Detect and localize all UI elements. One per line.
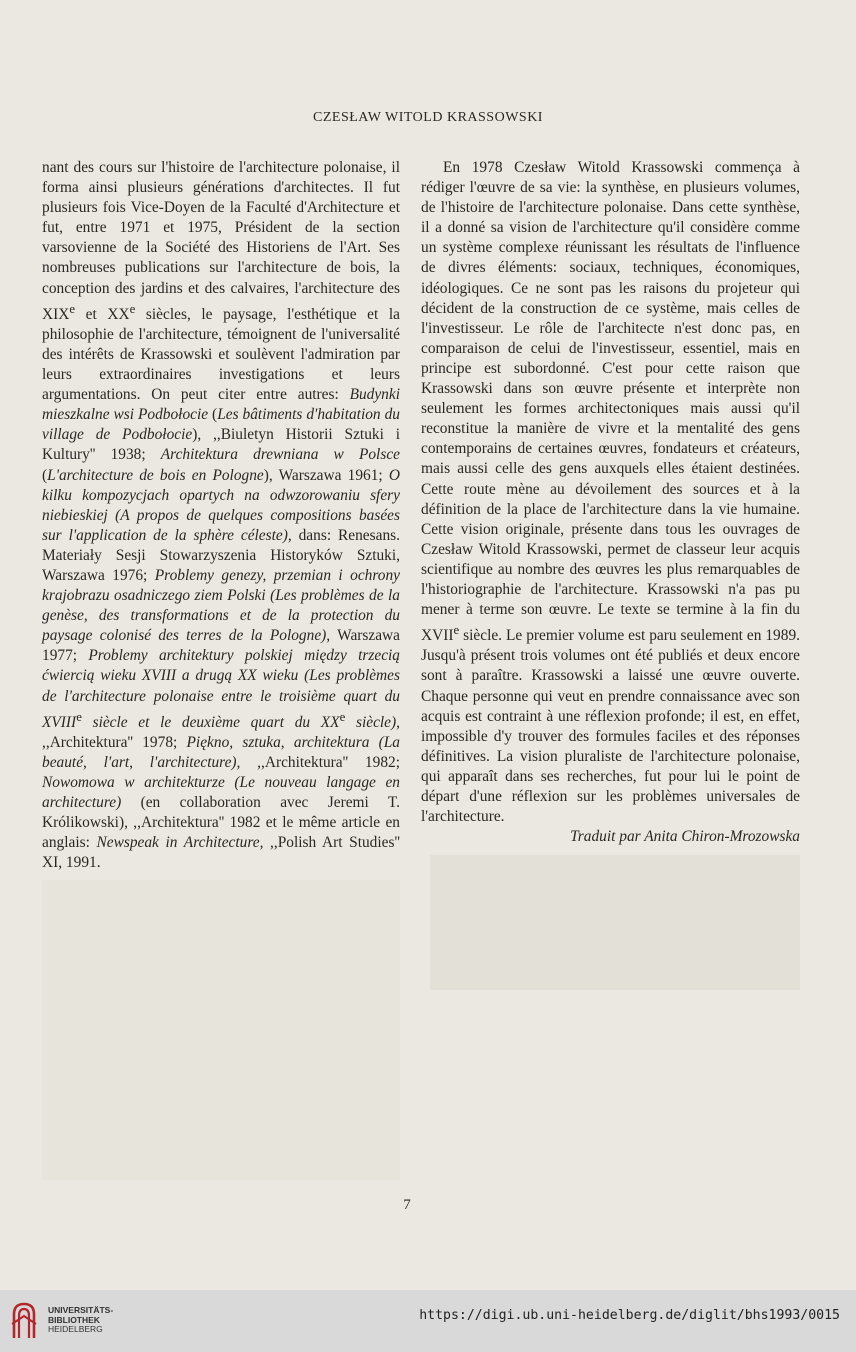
text-segment: (en collaboration avec Jeremi T. Królikowski), ,,Architektura'' 1982 et le même article en anglais:: [42, 794, 400, 852]
title-italic: siècle),: [345, 713, 400, 731]
viewer-footer: [0, 1290, 856, 1352]
library-name: [48, 1306, 113, 1335]
text-segment: Warszawa 1977;: [42, 627, 400, 665]
left-column: [42, 158, 400, 874]
title-italic: Architektura drewniana w Polsce: [160, 446, 400, 464]
title-italic: Newspeak in Architecture,: [96, 834, 264, 852]
superscript: e: [76, 709, 82, 724]
superscript: e: [129, 301, 136, 316]
title-italic: Piękno, sztuka, architektura (La beauté, l'art, l'architecture),: [42, 733, 400, 771]
superscript: e: [339, 709, 346, 724]
bleed-through-region: [430, 855, 800, 990]
title-italic: Budynki mieszkalne wsi Podbołocie: [42, 386, 400, 424]
left-column-text: [42, 158, 400, 874]
superscript: e: [69, 301, 76, 316]
title-italic: L'architecture de bois en Pologne: [47, 466, 264, 484]
title-italic: O kilku kompozycjach opartych na odwzorowaniu sfery niebieskiej (A propos de quelques compositions basées sur l'application de la sphère céleste),: [42, 466, 400, 544]
text-segment: siècles, le paysage, l'esthétique et la philosophie de l'architecture, témoignent de l'universalité des intérêts de Krassowski et soulèvent l'admiration par leurs extraordinaires investigations et leurs argumentations. On peut citer entre autres:: [42, 305, 400, 404]
title-italic: Les bâtiments d'habitation du village de Podbołocie: [42, 406, 400, 444]
text-segment: dans: Renesans. Materiały Sesji Stowarzyszenia Historyków Sztuki, Warszawa 1976;: [42, 526, 400, 584]
title-italic: siècle et le deuxième quart du XX: [81, 713, 340, 731]
translator-credit: Traduit par Anita Chiron-Mrozowska: [570, 828, 800, 846]
title-italic: Problemy genezy, przemian i ochrony krajobrazu osadniczego ziem Polski (Les problèmes de la genèse, des transformations et de la protection du paysage colonisé des terres de la Pologne),: [42, 567, 400, 645]
library-logo-icon[interactable]: [10, 1300, 38, 1340]
text-segment: ,,Architektura'' 1982;: [240, 753, 400, 771]
title-italic: Nowomowa w architekturze (Le nouveau langage en architecture): [42, 774, 400, 812]
running-header: CZESŁAW WITOLD KRASSOWSKI: [313, 110, 543, 125]
text-segment: (: [42, 466, 48, 484]
document-url-link[interactable]: https://digi.ub.uni-heidelberg.de/diglit/bhs1993/0015: [419, 1308, 840, 1323]
page-number: 7: [403, 1197, 411, 1213]
text-segment: siècle. Le premier volume est paru seulement en 1989. Jusqu'à présent trois volumes ont été publiés et deux encore sont à paraître. Krassowski a laissé une œuvre ouverte. Chaque personne qui veut en prendre connaissance avec son acquis est contraint à une réflexion profonde; il est, en effet, impossible d'y trouver des formules faciles et des réponses définitives. La vision pluraliste de l'architecture polonaise, qui apparaît dans ses recherches, fut pour lui le point de départ d'une réflexion sur les problèmes universales de l'architecture.: [421, 627, 800, 826]
text-segment: nant des cours sur l'histoire de l'architecture polonaise, il forma ainsi plusieurs générations d'architectes. Il fut plusieurs fois Vice-Doyen de la Faculté d'Architecture et fut, entre 1971 et 1975, Président de la section varsovienne de la Société des Historiens de l'Art. Ses nombreuses publications sur l'architecture de bois, la conception des jardins et des calvaires, l'architecture des XIX: [42, 159, 400, 323]
text-segment: ,,Architektura'' 1978;: [42, 733, 187, 751]
text-segment: ), Warszawa 1961;: [263, 466, 389, 484]
text-segment: ), ,,Biuletyn Historii Sztuki i Kultury'' 1938;: [42, 426, 400, 464]
library-line: BIBLIOTHEK: [48, 1314, 100, 1325]
text-segment: (: [208, 406, 218, 424]
text-segment: et XX: [75, 305, 130, 323]
bleed-through-region: [42, 880, 400, 1180]
text-segment: ,,Polish Art Studies'' XI, 1991.: [42, 834, 400, 872]
right-column: [421, 158, 800, 847]
superscript: e: [453, 623, 460, 638]
library-line: UNIVERSITÄTS-: [48, 1305, 114, 1315]
text-segment: En 1978 Czesław Witold Krassowski commença à rédiger l'œuvre de sa vie: la synthèse, en plusieurs volumes, de l'histoire de l'architecture polonaise. Dans cette synthèse, il a donné sa vision de l'architecture qu'il considère comme un système complexe réunissant les résultats de l'influence de divres éléments: sociaux, techniques, économiques, idéologiques. Ce ne sont pas les raisons du projeteur qui décident de la construction de ce système, mais celles de l'investisseur. Le rôle de l'architecte n'est donc pas, en comparaison de celui de l'investisseur, essentiel, mais en principe est subordonné. C'est pour cette raison que Krassowski dans son œuvre présente et interprète non seulement les formes architectoniques mais aussi qu'il reconstitue la manière de vivre et la mentalité des gens contemporains de certaines œuvres, fondateurs et créateurs, mais aussi celle des gens auxquels elles étaient destinées. Cette route mène au dévoilement des sources et à la définition de la place de l'architecture dans la vie humaine. Cette vision originale, présente dans tous les ouvrages de Czesław Witold Krassowski, permet de classeur leur acquis scientifique au nombre des œuvres les plus remarquables de l'historiographie de l'architecture. Krassowski n'a pas pu mener à terme son œuvre. Le texte se termine à la fin du XVII: [421, 159, 800, 645]
right-column-text: [421, 158, 800, 827]
title-italic: Problemy architektury polskiej między trzecią ćwiercią wieku XVIII a drugą XX wieku (Les problèmes de l'architecture polonaise entre le troisième quart du XVIII: [42, 647, 401, 731]
library-line: HEIDELBERG: [48, 1324, 103, 1334]
